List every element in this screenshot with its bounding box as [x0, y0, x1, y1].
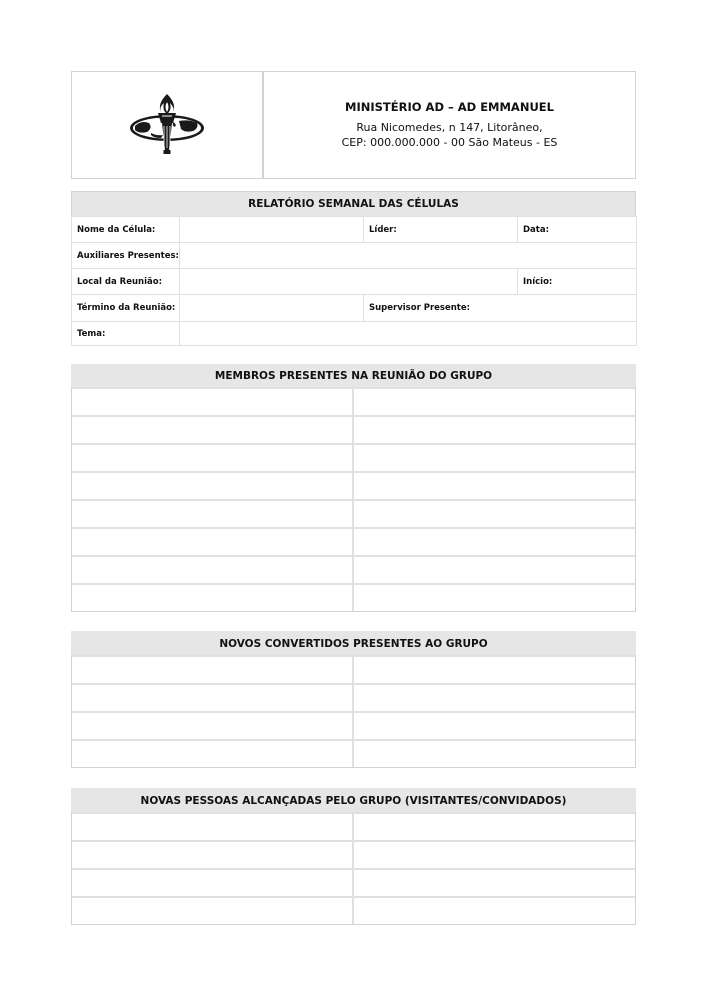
organization-name: MINISTÉRIO AD – AD EMMANUEL	[345, 100, 554, 114]
member-entry[interactable]	[72, 527, 354, 555]
convert-entry[interactable]	[72, 683, 354, 711]
member-entry[interactable]	[72, 555, 354, 583]
convert-entry[interactable]	[354, 683, 636, 711]
member-entry[interactable]	[72, 415, 354, 443]
visitor-entry[interactable]	[354, 840, 636, 868]
address-line-2: CEP: 000.000.000 - 00 São Mateus - ES	[341, 136, 558, 149]
member-entry[interactable]	[72, 471, 354, 499]
theme-field[interactable]	[180, 322, 637, 346]
report-form	[71, 216, 637, 346]
member-entry[interactable]	[72, 387, 354, 415]
member-entry[interactable]	[72, 443, 354, 471]
convert-entry[interactable]	[354, 655, 636, 683]
convert-entry[interactable]	[354, 711, 636, 739]
converts-grid	[71, 655, 636, 768]
member-entry[interactable]	[354, 555, 636, 583]
location-label: Local da Reunião:	[72, 269, 180, 295]
location-field[interactable]	[180, 269, 518, 295]
members-section-title: MEMBROS PRESENTES NA REUNIÃO DO GRUPO	[71, 364, 636, 387]
converts-section-title: NOVOS CONVERTIDOS PRESENTES AO GRUPO	[71, 631, 636, 655]
member-entry[interactable]	[72, 583, 354, 611]
member-entry[interactable]	[354, 499, 636, 527]
assistants-field[interactable]	[180, 243, 637, 269]
address-line-1: Rua Nicomedes, n 147, Litorâneo,	[356, 121, 543, 134]
report-header	[71, 71, 636, 179]
end-label: Término da Reunião:	[72, 295, 180, 322]
assistants-label: Auxiliares Presentes:	[72, 243, 180, 269]
visitors-grid	[71, 812, 636, 925]
date-label: Data:	[518, 217, 637, 243]
report-title: RELATÓRIO SEMANAL DAS CÉLULAS	[71, 191, 636, 216]
start-label: Início:	[518, 269, 637, 295]
visitor-entry[interactable]	[72, 868, 354, 896]
visitor-entry[interactable]	[72, 812, 354, 840]
member-entry[interactable]	[354, 471, 636, 499]
member-entry[interactable]	[354, 415, 636, 443]
members-grid	[71, 387, 636, 612]
end-field[interactable]	[180, 295, 364, 322]
visitor-entry[interactable]	[72, 896, 354, 924]
logo-cell	[72, 72, 264, 178]
cell-name-field[interactable]	[180, 217, 364, 243]
leader-label: Líder:	[364, 217, 518, 243]
member-entry[interactable]	[72, 499, 354, 527]
convert-entry[interactable]	[354, 739, 636, 767]
member-entry[interactable]	[354, 443, 636, 471]
convert-entry[interactable]	[72, 655, 354, 683]
member-entry[interactable]	[354, 583, 636, 611]
organization-info	[264, 72, 635, 178]
visitors-section-title: NOVAS PESSOAS ALCANÇADAS PELO GRUPO (VISITANTES/CONVIDADOS)	[71, 788, 636, 812]
convert-entry[interactable]	[72, 711, 354, 739]
supervisor-label: Supervisor Presente:	[364, 295, 637, 322]
convert-entry[interactable]	[72, 739, 354, 767]
member-entry[interactable]	[354, 387, 636, 415]
visitor-entry[interactable]	[354, 812, 636, 840]
torch-globe-icon	[127, 90, 207, 160]
visitor-entry[interactable]	[72, 840, 354, 868]
theme-label: Tema:	[72, 322, 180, 346]
cell-name-label: Nome da Célula:	[72, 217, 180, 243]
visitor-entry[interactable]	[354, 868, 636, 896]
visitor-entry[interactable]	[354, 896, 636, 924]
member-entry[interactable]	[354, 527, 636, 555]
